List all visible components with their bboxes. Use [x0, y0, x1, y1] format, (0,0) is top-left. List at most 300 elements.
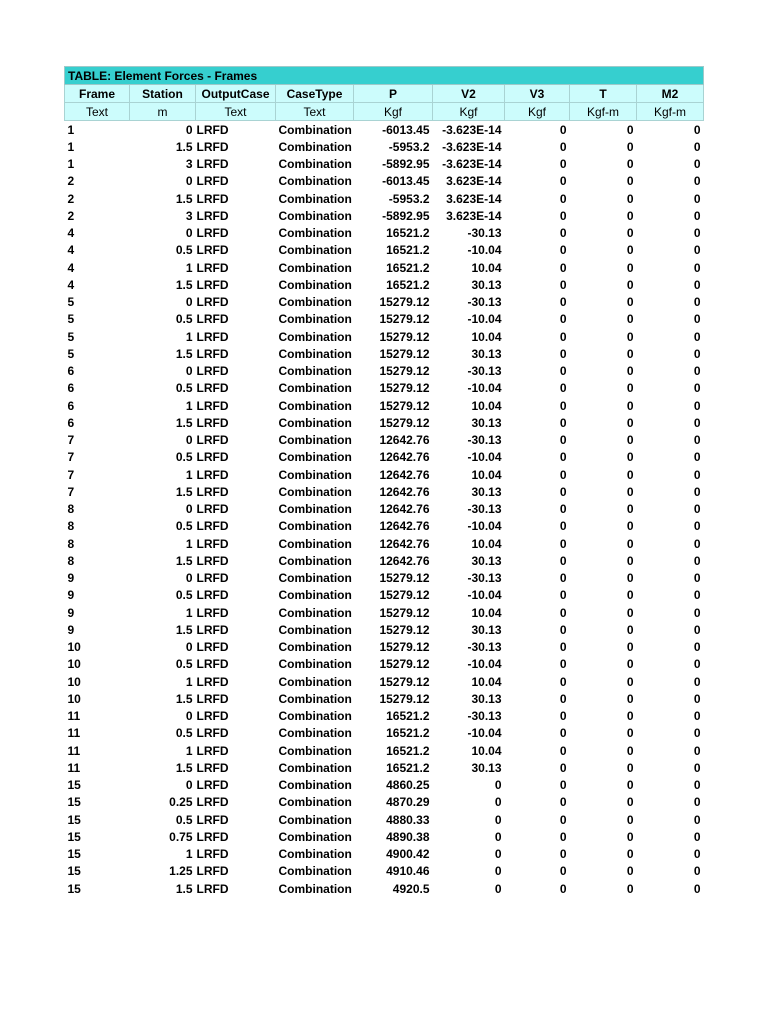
cell-v2: 30.13 [471, 346, 502, 361]
cell-t: 0 [626, 398, 634, 413]
table-row [65, 121, 704, 139]
cell-v3: 0 [559, 640, 567, 655]
cell-v3: 0 [559, 381, 567, 396]
cell-frame: 6 [67, 364, 75, 379]
cell-frame: 4 [67, 243, 75, 258]
cell-v3: 0 [559, 484, 567, 499]
cell-p: 15279.12 [379, 674, 430, 689]
cell-outputcase: LRFD [196, 519, 229, 534]
cell-t: 0 [626, 295, 634, 310]
cell-t: 0 [626, 640, 634, 655]
cell-v2: -10.04 [467, 450, 502, 465]
cell-frame: 8 [67, 553, 75, 568]
cell-p: 15279.12 [379, 691, 430, 706]
cell-m2: 0 [693, 691, 701, 706]
table-row [65, 863, 704, 880]
cell-frame: 9 [67, 571, 75, 586]
cell-station: 1.25 [169, 864, 193, 879]
cell-outputcase: LRFD [196, 795, 229, 810]
cell-p: 16521.2 [386, 760, 430, 775]
cell-v2: 3.623E-14 [446, 208, 502, 223]
cell-v2: 30.13 [471, 622, 502, 637]
table-row [65, 276, 704, 293]
cell-t: 0 [626, 415, 634, 430]
cell-t: 0 [626, 605, 634, 620]
cell-m2: 0 [693, 191, 701, 206]
cell-casetype: Combination [278, 605, 352, 620]
cell-frame: 2 [67, 174, 75, 189]
cell-outputcase: LRFD [196, 433, 229, 448]
cell-m2: 0 [693, 364, 701, 379]
cell-m2: 0 [693, 295, 701, 310]
cell-p: 12642.76 [379, 519, 430, 534]
cell-t: 0 [626, 571, 634, 586]
cell-outputcase: LRFD [196, 467, 229, 482]
cell-outputcase: LRFD [196, 450, 229, 465]
cell-outputcase: LRFD [196, 191, 229, 206]
cell-station: 1.5 [175, 691, 193, 706]
cell-m2: 0 [693, 260, 701, 275]
cell-casetype: Combination [278, 450, 352, 465]
cell-p: 15279.12 [379, 571, 430, 586]
table-row [65, 811, 704, 828]
cell-v2: 10.04 [471, 398, 502, 413]
cell-station: 1 [185, 329, 193, 344]
cell-v3: 0 [559, 295, 567, 310]
cell-p: 12642.76 [379, 450, 430, 465]
cell-v3: 0 [559, 519, 567, 534]
cell-frame: 5 [67, 312, 75, 327]
cell-p: 4880.33 [386, 812, 430, 827]
cell-station: 0.75 [169, 829, 193, 844]
column-header-row [65, 85, 704, 103]
cell-v3: 0 [559, 553, 567, 568]
cell-frame: 8 [67, 519, 75, 534]
cell-t: 0 [626, 847, 634, 862]
cell-v2: -10.04 [467, 657, 502, 672]
cell-frame: 11 [67, 743, 81, 758]
cell-v2: -10.04 [467, 726, 502, 741]
cell-t: 0 [626, 760, 634, 775]
cell-station: 0.5 [175, 519, 193, 534]
cell-v3: 0 [559, 795, 567, 810]
cell-m2: 0 [693, 398, 701, 413]
cell-station: 0 [185, 122, 193, 137]
cell-outputcase: LRFD [196, 829, 229, 844]
cell-frame: 2 [67, 208, 75, 223]
cell-station: 1.5 [175, 415, 193, 430]
cell-v2: -3.623E-14 [442, 139, 502, 154]
spreadsheet-area [64, 66, 703, 897]
table-body [65, 121, 704, 898]
cell-v3: 0 [559, 536, 567, 551]
table-row [65, 828, 704, 845]
cell-v2: -10.04 [467, 519, 502, 534]
cell-frame: 7 [67, 433, 75, 448]
cell-casetype: Combination [278, 312, 352, 327]
cell-m2: 0 [693, 122, 701, 137]
cell-t: 0 [626, 139, 634, 154]
cell-casetype: Combination [278, 157, 352, 172]
table-row [65, 156, 704, 173]
cell-v2: 10.04 [471, 467, 502, 482]
cell-casetype: Combination [278, 364, 352, 379]
cell-outputcase: LRFD [196, 760, 229, 775]
cell-p: -5953.2 [388, 139, 430, 154]
cell-m2: 0 [693, 208, 701, 223]
cell-casetype: Combination [278, 398, 352, 413]
cell-frame: 6 [67, 381, 75, 396]
cell-t: 0 [626, 364, 634, 379]
cell-t: 0 [626, 433, 634, 448]
cell-casetype: Combination [278, 467, 352, 482]
cell-frame: 2 [67, 191, 75, 206]
cell-p: -5953.2 [388, 191, 430, 206]
cell-station: 0.5 [175, 312, 193, 327]
header-t: T [570, 85, 637, 103]
cell-station: 0.5 [175, 726, 193, 741]
cell-casetype: Combination [278, 588, 352, 603]
table-row [65, 518, 704, 535]
cell-casetype: Combination [278, 260, 352, 275]
cell-station: 0 [185, 502, 193, 517]
cell-outputcase: LRFD [196, 312, 229, 327]
header-v3: V3 [505, 85, 570, 103]
cell-frame: 5 [67, 346, 75, 361]
cell-frame: 8 [67, 502, 75, 517]
cell-frame: 4 [67, 260, 75, 275]
cell-v3: 0 [559, 226, 567, 241]
cell-v2: 0 [494, 795, 502, 810]
cell-outputcase: LRFD [196, 346, 229, 361]
cell-m2: 0 [693, 812, 701, 827]
cell-m2: 0 [693, 433, 701, 448]
cell-station: 0 [185, 433, 193, 448]
header-v2: V2 [433, 85, 505, 103]
cell-t: 0 [626, 588, 634, 603]
cell-p: 16521.2 [386, 260, 430, 275]
cell-t: 0 [626, 260, 634, 275]
cell-v3: 0 [559, 847, 567, 862]
cell-m2: 0 [693, 312, 701, 327]
cell-p: 15279.12 [379, 605, 430, 620]
header-station: Station [130, 85, 196, 103]
cell-p: 4860.25 [386, 778, 430, 793]
table-row [65, 225, 704, 242]
cell-m2: 0 [693, 415, 701, 430]
cell-p: 16521.2 [386, 226, 430, 241]
cell-v2: -30.13 [467, 502, 502, 517]
table-row [65, 673, 704, 690]
table-title: TABLE: Element Forces - Frames [65, 67, 704, 85]
cell-v2: -30.13 [467, 226, 502, 241]
cell-casetype: Combination [278, 622, 352, 637]
cell-casetype: Combination [278, 122, 352, 137]
cell-m2: 0 [693, 502, 701, 517]
cell-v2: 10.04 [471, 260, 502, 275]
cell-m2: 0 [693, 571, 701, 586]
cell-outputcase: LRFD [196, 277, 229, 292]
table-row [65, 742, 704, 759]
cell-t: 0 [626, 467, 634, 482]
cell-outputcase: LRFD [196, 226, 229, 241]
header-outputcase: OutputCase [196, 85, 276, 103]
cell-p: 16521.2 [386, 243, 430, 258]
header-casetype: CaseType [276, 85, 354, 103]
cell-t: 0 [626, 243, 634, 258]
cell-outputcase: LRFD [196, 553, 229, 568]
cell-t: 0 [626, 553, 634, 568]
cell-p: 15279.12 [379, 295, 430, 310]
table-row [65, 397, 704, 414]
cell-v2: 10.04 [471, 605, 502, 620]
cell-casetype: Combination [278, 726, 352, 741]
cell-outputcase: LRFD [196, 674, 229, 689]
cell-t: 0 [626, 312, 634, 327]
cell-frame: 1 [67, 122, 75, 137]
table-row [65, 846, 704, 863]
cell-frame: 15 [67, 812, 81, 827]
cell-p: 15279.12 [379, 346, 430, 361]
cell-m2: 0 [693, 622, 701, 637]
cell-casetype: Combination [278, 484, 352, 499]
cell-frame: 15 [67, 795, 81, 810]
cell-station: 3 [185, 208, 193, 223]
unit-p: Kgf [354, 103, 433, 121]
cell-frame: 5 [67, 295, 75, 310]
table-row [65, 207, 704, 224]
cell-p: 15279.12 [379, 588, 430, 603]
cell-frame: 1 [67, 157, 75, 172]
cell-v2: 30.13 [471, 691, 502, 706]
cell-casetype: Combination [278, 553, 352, 568]
table-row [65, 414, 704, 431]
cell-v2: 3.623E-14 [446, 191, 502, 206]
cell-p: 15279.12 [379, 640, 430, 655]
cell-frame: 1 [67, 139, 75, 154]
cell-v2: 30.13 [471, 277, 502, 292]
cell-casetype: Combination [278, 829, 352, 844]
cell-v2: 10.04 [471, 674, 502, 689]
cell-casetype: Combination [278, 795, 352, 810]
cell-outputcase: LRFD [196, 847, 229, 862]
table-row [65, 432, 704, 449]
cell-station: 0.5 [175, 588, 193, 603]
cell-t: 0 [626, 381, 634, 396]
cell-v3: 0 [559, 174, 567, 189]
cell-v3: 0 [559, 622, 567, 637]
cell-outputcase: LRFD [196, 122, 229, 137]
cell-m2: 0 [693, 329, 701, 344]
cell-casetype: Combination [278, 778, 352, 793]
cell-v2: 0 [494, 829, 502, 844]
cell-p: 15279.12 [379, 364, 430, 379]
cell-outputcase: LRFD [196, 502, 229, 517]
cell-v3: 0 [559, 812, 567, 827]
table-row [65, 483, 704, 500]
cell-p: 16521.2 [386, 709, 430, 724]
cell-p: 12642.76 [379, 467, 430, 482]
cell-v3: 0 [559, 329, 567, 344]
cell-t: 0 [626, 174, 634, 189]
cell-p: 4900.42 [386, 847, 430, 862]
cell-station: 1.5 [175, 191, 193, 206]
table-row [65, 259, 704, 276]
table-row [65, 363, 704, 380]
cell-v2: 0 [494, 881, 502, 896]
cell-casetype: Combination [278, 295, 352, 310]
cell-m2: 0 [693, 674, 701, 689]
cell-v2: -30.13 [467, 364, 502, 379]
cell-m2: 0 [693, 157, 701, 172]
cell-outputcase: LRFD [196, 243, 229, 258]
cell-p: 15279.12 [379, 415, 430, 430]
cell-v3: 0 [559, 571, 567, 586]
cell-v2: -30.13 [467, 571, 502, 586]
cell-t: 0 [626, 536, 634, 551]
cell-v3: 0 [559, 139, 567, 154]
cell-t: 0 [626, 691, 634, 706]
cell-casetype: Combination [278, 277, 352, 292]
cell-v3: 0 [559, 243, 567, 258]
cell-t: 0 [626, 743, 634, 758]
cell-p: 16521.2 [386, 277, 430, 292]
cell-t: 0 [626, 829, 634, 844]
cell-v2: 30.13 [471, 760, 502, 775]
cell-m2: 0 [693, 795, 701, 810]
cell-v2: 3.623E-14 [446, 174, 502, 189]
cell-m2: 0 [693, 519, 701, 534]
cell-frame: 15 [67, 829, 81, 844]
cell-t: 0 [626, 329, 634, 344]
cell-casetype: Combination [278, 691, 352, 706]
cell-station: 0 [185, 778, 193, 793]
cell-v3: 0 [559, 778, 567, 793]
cell-frame: 5 [67, 329, 75, 344]
cell-p: -6013.45 [382, 174, 430, 189]
cell-t: 0 [626, 277, 634, 292]
cell-outputcase: LRFD [196, 605, 229, 620]
cell-outputcase: LRFD [196, 157, 229, 172]
cell-frame: 7 [67, 450, 75, 465]
cell-t: 0 [626, 226, 634, 241]
cell-frame: 4 [67, 226, 75, 241]
cell-station: 1 [185, 536, 193, 551]
cell-m2: 0 [693, 829, 701, 844]
cell-outputcase: LRFD [196, 864, 229, 879]
cell-v2: 30.13 [471, 484, 502, 499]
table-row [65, 690, 704, 707]
cell-station: 0.5 [175, 243, 193, 258]
cell-frame: 4 [67, 277, 75, 292]
cell-frame: 15 [67, 881, 81, 896]
header-p: P [354, 85, 433, 103]
cell-v2: -30.13 [467, 640, 502, 655]
cell-m2: 0 [693, 778, 701, 793]
cell-outputcase: LRFD [196, 139, 229, 154]
table-row [65, 880, 704, 897]
cell-casetype: Combination [278, 502, 352, 517]
table-row [65, 328, 704, 345]
cell-outputcase: LRFD [196, 691, 229, 706]
cell-outputcase: LRFD [196, 743, 229, 758]
cell-station: 0 [185, 174, 193, 189]
cell-casetype: Combination [278, 433, 352, 448]
cell-v3: 0 [559, 364, 567, 379]
cell-outputcase: LRFD [196, 881, 229, 896]
cell-frame: 6 [67, 415, 75, 430]
cell-v2: 10.04 [471, 536, 502, 551]
cell-frame: 15 [67, 847, 81, 862]
cell-frame: 8 [67, 536, 75, 551]
table-row [65, 621, 704, 638]
unit-frame: Text [65, 103, 130, 121]
cell-m2: 0 [693, 553, 701, 568]
table-row [65, 173, 704, 190]
cell-v3: 0 [559, 346, 567, 361]
cell-v2: -10.04 [467, 381, 502, 396]
cell-outputcase: LRFD [196, 208, 229, 223]
cell-casetype: Combination [278, 346, 352, 361]
cell-t: 0 [626, 709, 634, 724]
cell-station: 1.5 [175, 553, 193, 568]
cell-outputcase: LRFD [196, 778, 229, 793]
cell-p: 4920.5 [392, 881, 430, 896]
cell-outputcase: LRFD [196, 364, 229, 379]
cell-station: 0 [185, 364, 193, 379]
cell-frame: 11 [67, 709, 81, 724]
cell-outputcase: LRFD [196, 588, 229, 603]
cell-frame: 11 [67, 760, 81, 775]
header-frame: Frame [65, 85, 130, 103]
cell-v2: 0 [494, 812, 502, 827]
cell-m2: 0 [693, 243, 701, 258]
table-title-row [65, 67, 704, 85]
cell-m2: 0 [693, 139, 701, 154]
cell-v3: 0 [559, 709, 567, 724]
cell-casetype: Combination [278, 174, 352, 189]
cell-frame: 11 [67, 726, 81, 741]
cell-outputcase: LRFD [196, 709, 229, 724]
cell-m2: 0 [693, 657, 701, 672]
cell-casetype: Combination [278, 847, 352, 862]
cell-outputcase: LRFD [196, 484, 229, 499]
cell-station: 0.25 [169, 795, 193, 810]
cell-p: 4890.38 [386, 829, 430, 844]
cell-t: 0 [626, 157, 634, 172]
cell-casetype: Combination [278, 519, 352, 534]
cell-t: 0 [626, 864, 634, 879]
cell-station: 1.5 [175, 881, 193, 896]
table-row [65, 552, 704, 569]
cell-casetype: Combination [278, 243, 352, 258]
cell-m2: 0 [693, 277, 701, 292]
table-row [65, 345, 704, 362]
cell-station: 1.5 [175, 346, 193, 361]
cell-frame: 6 [67, 398, 75, 413]
cell-v2: -3.623E-14 [442, 122, 502, 137]
cell-m2: 0 [693, 467, 701, 482]
cell-v3: 0 [559, 588, 567, 603]
cell-t: 0 [626, 450, 634, 465]
cell-outputcase: LRFD [196, 329, 229, 344]
unit-t: Kgf-m [570, 103, 637, 121]
cell-casetype: Combination [278, 760, 352, 775]
cell-t: 0 [626, 502, 634, 517]
unit-v3: Kgf [505, 103, 570, 121]
cell-station: 0.5 [175, 450, 193, 465]
cell-station: 1.5 [175, 484, 193, 499]
